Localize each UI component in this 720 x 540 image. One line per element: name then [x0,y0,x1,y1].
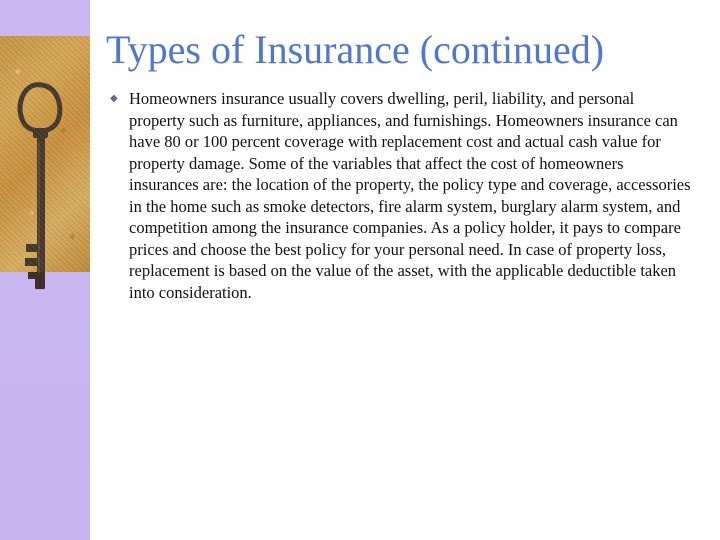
slide-title: Types of Insurance (continued) [106,27,605,72]
decorative-image-panel [0,36,90,272]
bullet-paragraph: Homeowners insurance usually covers dwelling, peril, liability, and personal property such as furniture, appliances, and furnishings. Homeowners insurance can have 80 or 100 percent coverage with replacement cost and actual cash value for property damage. Some of the variables that affect the cost of homeowners insurances are: the location of the property, the policy type and coverage, accessories in the home such as smoke detectors, fire alarm system, burglary alarm system, and competition among the insurance companies. As a policy holder, it pays to compare prices and choose the best policy for your personal need. In case of property loss, replacement is based on the value of the asset, with the applicable deductible taken into consideration. [129,89,691,302]
bullet-item [110,88,700,303]
key-icon [4,76,84,296]
diamond-bullet-icon: ◆ [110,93,118,104]
